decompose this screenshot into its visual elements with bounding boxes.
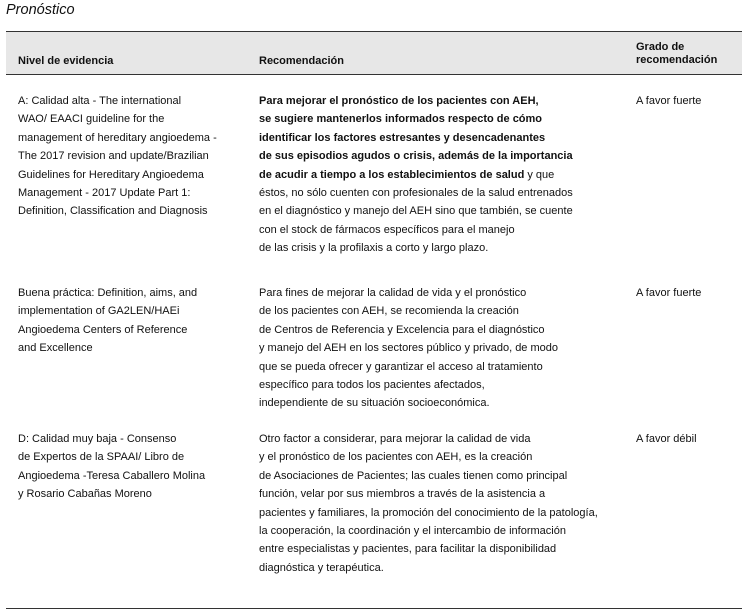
row-2-evidence: Buena práctica: Definition, aims, and implementation of GA2LEN/HAEi Angioedema Centers of Reference and Excellence xyxy=(18,287,198,355)
row-3-recommendation: Otro factor a considerar, para mejorar la calidad de vida y el pronóstico de los pacientes con AEH, es la creación de Asociaciones de Pacientes; las cuales tienen como principal función, velar por sus miembros a través de la asistencia a pacientes y familiares, la promoción del conocimiento de la patología, la cooperación, la coordinación y el intercambio de información entre especialistas y pacientes, para facilitar la disponibilidad diagnóstica y terapéutica. xyxy=(259,433,598,574)
row-2-recommendation: Para fines de mejorar la calidad de vida y el pronóstico de los pacientes con AEH, se recomienda la creación de Centros de Referencia y Excelencia para el diagnóstico y manejo del AEH en los sectores público y privado, de modo que se pueda ofrecer y garantizar el acceso al tratamiento específico para todos los pacientes afectados, independiente de su situación socioeconómica. xyxy=(259,287,558,410)
table-header xyxy=(6,32,742,74)
row-1-evidence: A: Calidad alta - The international WAO/ EAACI guideline for the management of hereditary angioedema - The 2017 revision and update/Brazilian Guidelines for Hereditary Angioedema Management - 2017 Update Part 1: Definition, Classification and Diagnosis xyxy=(18,95,217,218)
table-bottom-rule xyxy=(6,608,742,609)
header-evidence: Nivel de evidencia xyxy=(18,55,114,67)
row-3-grade: A favor débil xyxy=(636,433,697,445)
row-3-evidence: D: Calidad muy baja - Consenso de Expertos de la SPAAI/ Libro de Angioedema -Teresa Caballero Molina y Rosario Cabañas Moreno xyxy=(18,433,206,501)
header-grade: Grado de recomendación xyxy=(636,41,718,66)
row-1-recommendation-bold: Para mejorar el pronóstico de los pacientes con AEH, se sugiere mantenerlos informados respecto de cómo identificar los factores estresantes y desencadenantes de sus episodios agudos o crisis, además de la importancia de acudir a tiempo a los establecimientos de salud xyxy=(259,95,573,181)
row-1-recommendation xyxy=(259,92,639,258)
header-bottom-rule xyxy=(6,74,742,75)
recommendation-table xyxy=(6,31,742,609)
row-2-grade: A favor fuerte xyxy=(636,287,702,299)
header-recommendation: Recomendación xyxy=(259,55,344,67)
row-1-grade: A favor fuerte xyxy=(636,95,702,107)
row-1-recommendation-text: y que éstos, no sólo cuenten con profesionales de la salud entrenados en el diagnóstico y manejo del AEH sino que también, se cuente con el stock de fármacos específicos para el manejo de las crisis y la profilaxis a corto y largo plazo. xyxy=(259,168,573,255)
section-title: Pronóstico xyxy=(6,2,75,18)
